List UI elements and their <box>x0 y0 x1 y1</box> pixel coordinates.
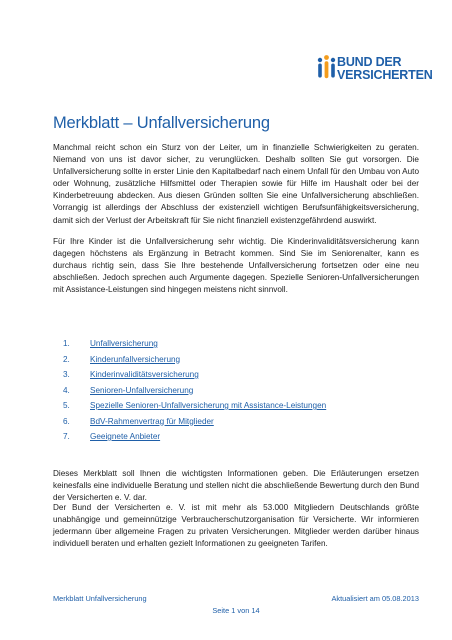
footer-page-number: Seite 1 von 14 <box>212 606 260 615</box>
toc-number: 1. <box>63 339 70 348</box>
logo-line-2: VERSICHERTEN <box>337 68 433 82</box>
children-seniors-paragraph: Für Ihre Kinder ist die Unfallversicherung sehr wichtig. Die Kinderinvaliditätsversicherung kann dagegen höchstens als Ergänzung in Betracht kommen. Sind Sie im Seniorenalter, kann es durchaus richtig sein, dass Sie Ihre bestehende Unfallversicherung fortsetzen oder eine neu abschließen. Jedoch sprechen auch Argumente dagegen. Spezielle Senioren-Unfallversicherungen mit Assistance-Leistungen sind hingegen meistens nicht sinnvoll. <box>53 237 419 295</box>
page-title: Merkblatt – Unfallversicherung <box>53 114 270 132</box>
about-paragraph: Der Bund der Versicherten e. V. ist mit mehr als 53.000 Mitgliedern Deutschlands größte unabhängige und gemeinnützige Verbraucherschutzorganisation für Versicherte. Wir informieren jedermann über allgemeine Fragen zu privaten Versicherungen. Mitglieder werden darüber hinaus individuell beraten und erhalten gezielt Informationen zu geeigneten Tarifen. <box>53 503 419 549</box>
toc-number: 4. <box>63 385 70 395</box>
toc-link-kinderunfallversicherung[interactable]: Kinderunfallversicherung <box>90 354 181 364</box>
logo-line-1: BUND DER <box>337 55 402 69</box>
toc-number: 2. <box>63 354 70 364</box>
toc-link-kinderinvaliditaetsversicherung[interactable]: Kinderinvaliditätsversicherung <box>90 370 199 379</box>
toc-number: 3. <box>63 370 70 379</box>
intro-paragraph: Manchmal reicht schon ein Sturz von der Leiter, um in finanzielle Schwierigkeiten zu geraten. Niemand von uns ist davor sicher, zu verunglücken. Deshalb sollten Sie gut vorsorgen. Die Unfallversicherung sollte in erster Linie den Kapitalbedarf nach einem Unfall für den Umbau von Auto oder Wohnung, zusätzliche Hilfsmittel oder Therapien sowie für Hilfe im Haushalt oder bei der Kinderbetreuung abdecken. Aus diesen Gründen sollten Sie eine Unfallversicherung abschließen. Vorrangig ist allerdings der Abschluss der existenziell wichtigen Berufsunfähigkeitsversicherung, damit sich der Verlust der Arbeitskraft für Sie nicht finanziell existenzgefährdend auswirkt. <box>53 143 419 225</box>
people-icon <box>317 54 337 84</box>
toc-item <box>63 338 326 354</box>
toc-link-unfallversicherung[interactable]: Unfallversicherung <box>90 339 158 348</box>
toc-item <box>63 431 326 447</box>
footer-document-title: Merkblatt Unfallversicherung <box>53 594 147 603</box>
toc-link-rahmenvertrag[interactable]: BdV-Rahmenvertrag für Mitglieder <box>90 416 214 426</box>
toc-link-assistance-leistungen[interactable]: Spezielle Senioren-Unfallversicherung mit Assistance-Leistungen <box>90 401 327 410</box>
toc-number: 5. <box>63 401 70 410</box>
toc-link-senioren-unfallversicherung[interactable]: Senioren-Unfallversicherung <box>90 385 194 395</box>
footer-updated-date: Aktualisiert am 05.08.2013 <box>331 594 419 603</box>
bdv-logo <box>317 54 433 86</box>
toc-number: 6. <box>63 416 70 426</box>
toc-number: 7. <box>63 432 70 441</box>
toc-item <box>63 400 326 416</box>
toc-item <box>63 385 326 401</box>
logo-text <box>337 56 433 82</box>
toc-item <box>63 354 326 370</box>
toc-item <box>63 369 326 385</box>
toc-item <box>63 416 326 432</box>
toc-link-geeignete-anbieter[interactable]: Geeignete Anbieter <box>90 432 161 441</box>
disclaimer-paragraph: Dieses Merkblatt soll Ihnen die wichtigsten Informationen geben. Die Erläuterungen ersetzen keinesfalls eine individuelle Beratung und stellen nicht die abschließende Bewertung durch den Bund der Versicherten e. V. dar. <box>53 469 419 503</box>
table-of-contents <box>63 338 326 447</box>
